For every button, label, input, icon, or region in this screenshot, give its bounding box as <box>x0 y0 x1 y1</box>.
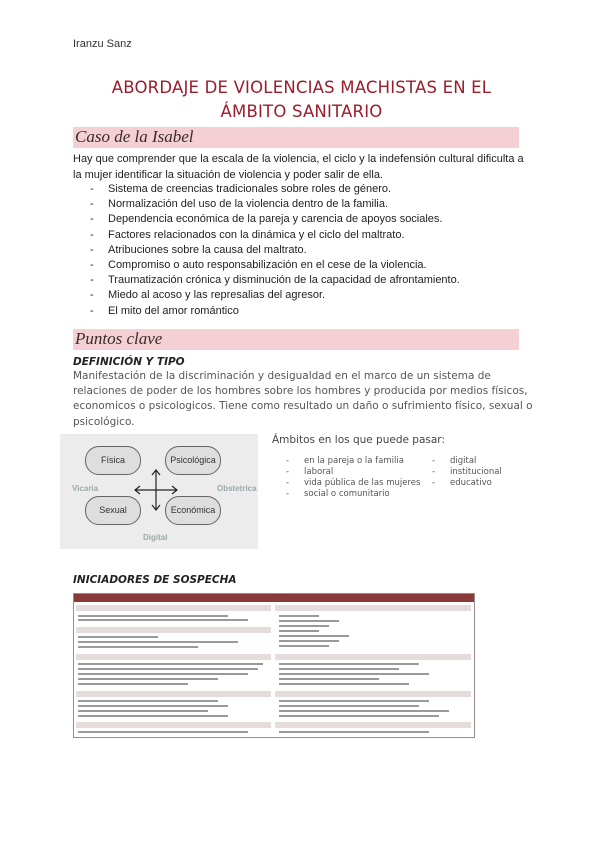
diagram-box-psicologica: Psicológica <box>165 446 221 475</box>
table-line <box>279 700 429 702</box>
section-heading-caso-text: Caso de la Isabel <box>75 127 194 146</box>
table-line <box>78 700 218 702</box>
ambitos-list-2 <box>432 456 502 489</box>
factors-list <box>90 182 460 319</box>
author-name: Iranzu Sanz <box>73 38 132 50</box>
table-section <box>275 654 471 660</box>
table-line <box>279 620 339 622</box>
section-heading-puntos <box>73 329 519 350</box>
violence-types-diagram <box>60 434 258 549</box>
list-item: - vida pública de las mujeres <box>286 478 420 489</box>
table-line <box>279 710 449 712</box>
table-header-bar <box>74 594 474 602</box>
diagram-label-obstetrica: Obstetrica <box>217 484 257 493</box>
list-item: - Miedo al acoso y las represalias del agresor. <box>90 288 460 303</box>
page-title <box>73 76 530 124</box>
list-item: - Atribuciones sobre la causa del maltrato. <box>90 243 460 258</box>
list-item: - educativo <box>432 478 502 489</box>
table-section <box>76 654 271 660</box>
table-line <box>279 630 319 632</box>
ambitos-list-1 <box>286 456 420 500</box>
table-line <box>78 731 248 733</box>
table-line <box>279 705 419 707</box>
list-item: - Sistema de creencias tradicionales sobre roles de género. <box>90 182 460 197</box>
table-line <box>279 640 339 642</box>
list-item: - Traumatización crónica y disminución de la capacidad de afrontamiento. <box>90 273 460 288</box>
table-section <box>275 722 471 728</box>
list-item: - institucional <box>432 467 502 478</box>
diagram-label-vicaria: Vicaria <box>72 484 99 493</box>
title-line-2: ÁMBITO SANITARIO <box>220 102 383 121</box>
list-item: - en la pareja o la familia <box>286 456 420 467</box>
table-line <box>279 645 329 647</box>
table-line <box>279 731 429 733</box>
list-item: - Normalización del uso de la violencia dentro de la familia. <box>90 197 460 212</box>
diagram-box-economica: Económica <box>165 496 221 525</box>
table-line <box>78 668 258 670</box>
table-line <box>78 673 248 675</box>
list-item: - laboral <box>286 467 420 478</box>
table-line <box>279 615 319 617</box>
table-line <box>279 678 379 680</box>
table-line <box>279 673 429 675</box>
list-item: - El mito del amor romántico <box>90 304 460 319</box>
section-heading-caso <box>73 127 519 148</box>
table-line <box>279 715 439 717</box>
list-item: - Factores relacionados con la dinámica y el ciclo del maltrato. <box>90 228 460 243</box>
table-line <box>78 619 248 621</box>
table-section <box>76 605 271 611</box>
diagram-label-digital: Digital <box>143 533 168 542</box>
table-line <box>78 683 188 685</box>
table-line <box>78 646 198 648</box>
subheading-iniciadores: INICIADORES DE SOSPECHA <box>73 574 237 586</box>
table-line <box>78 705 228 707</box>
intro-paragraph: Hay que comprender que la escala de la violencia, el ciclo y la indefensión cultural dificulta a la mujer identificar la situación de violencia y poder salir de ella. <box>73 153 524 181</box>
definition-paragraph: Manifestación de la discriminación y desigualdad en el marco de un sistema de relaciones de poder de los hombres sobre los hombres y producida por medios físicos, economicos o psicologicos. Tiene como resultado un daño o sufrimiento físico, sexual o psicológico. <box>73 370 533 428</box>
table-line <box>279 625 329 627</box>
table-line <box>279 668 399 670</box>
list-item: - social o comunitario <box>286 489 420 500</box>
list-item: - Dependencia económica de la pareja y carencia de apoyos sociales. <box>90 212 460 227</box>
table-line <box>78 710 208 712</box>
table-line <box>279 663 419 665</box>
table-line <box>78 678 218 680</box>
table-line <box>78 615 228 617</box>
table-section <box>76 627 271 633</box>
table-line <box>78 663 263 665</box>
table-line <box>78 715 228 717</box>
table-line <box>279 683 409 685</box>
table-line <box>78 636 158 638</box>
table-section <box>76 722 271 728</box>
table-line <box>78 641 238 643</box>
title-line-1: ABORDAJE DE VIOLENCIAS MACHISTAS EN EL <box>111 78 492 97</box>
diagram-box-sexual: Sexual <box>85 496 141 525</box>
list-item: - digital <box>432 456 502 467</box>
cross-arrows-icon <box>132 467 180 513</box>
table-line <box>279 635 349 637</box>
diagram-box-fisica: Física <box>85 446 141 475</box>
suspicion-table-image <box>73 593 475 738</box>
section-heading-puntos-text: Puntos clave <box>75 329 163 348</box>
table-section <box>76 691 271 697</box>
ambitos-title: Ámbitos en los que puede pasar: <box>272 434 445 446</box>
list-item: - Compromiso o auto responsabilización en el cese de la violencia. <box>90 258 460 273</box>
table-section <box>275 605 471 611</box>
subheading-definicion: DEFINICIÓN Y TIPO <box>73 356 185 368</box>
table-section <box>275 691 471 697</box>
